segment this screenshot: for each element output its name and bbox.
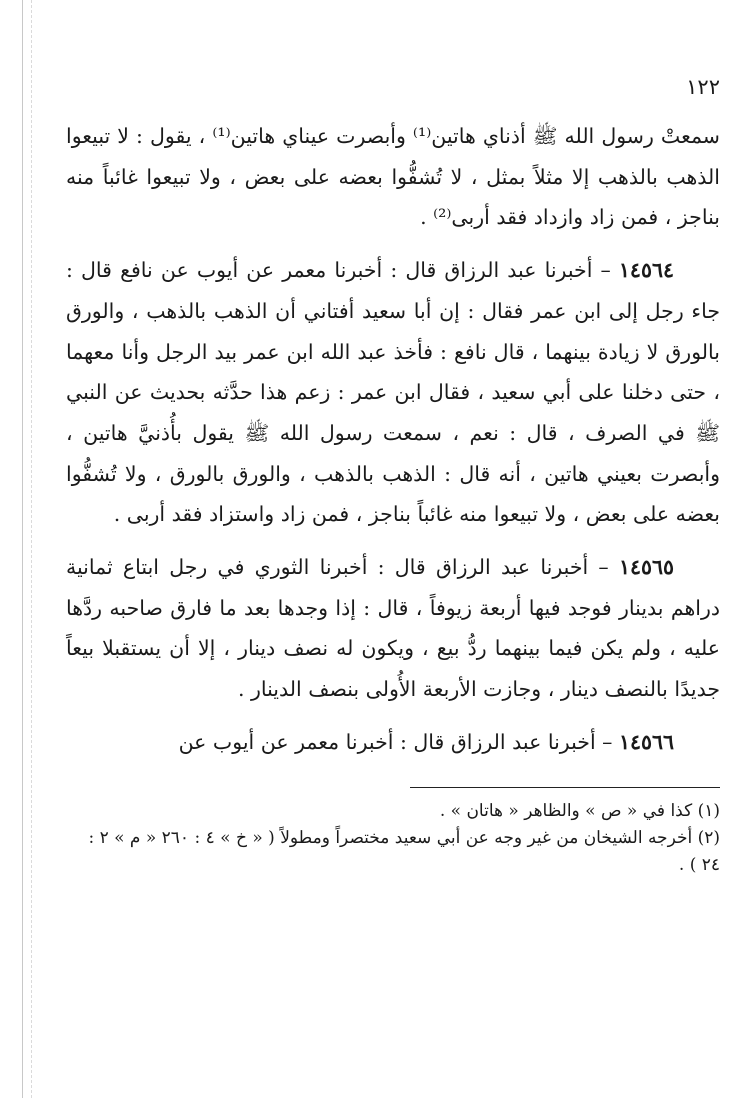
- hadith-continuation-paragraph: سمعتْ رسول الله ﷺ أذناي هاتين⁽¹⁾ وأبصرت عيناي هاتين⁽¹⁾ ، يقول : لا تبيعوا الذهب بالذهب إلا مثلاً بمثل ، لا تُشفُّوا بعضه على بعض ، ولا تبيعوا غائباً منه بناجز ، فمن زاد وازداد فقد أربى⁽²⁾ .: [66, 124, 720, 230]
- scan-margin-line-faint: [31, 0, 32, 1098]
- footnote-separator: [410, 787, 720, 788]
- scan-margin-line: [22, 0, 23, 1098]
- footnote-2: (٢) أخرجه الشيخان من غير وجه عن أبي سعيد مختصراً ومطولاً ( « خ » ٤ : ٢٦٠ « م » ٢ : ٢٤ ) .: [88, 827, 720, 875]
- footnote-1: (١) كذا في « ص » والظاهر « هاتان » .: [439, 800, 720, 821]
- hadith-14564: [66, 250, 720, 535]
- hadith-number: ١٤٥٦٤: [618, 258, 674, 283]
- hadith-number: ١٤٥٦٥: [618, 555, 674, 580]
- hadith-14565: [66, 547, 720, 710]
- hadith-text: – أخبرنا عبد الرزاق قال : أخبرنا الثوري في رجل ابتاع ثمانية دراهم بدينار فوجد فيها أربعة زيوفاً ، قال : إذا وجدها بعد ما فارق صاحبه ردَّها عليه ، ولم يكن فيما بينهما ردُّ بيع ، ويكون له نصف دينار ، إلا أن يستقبلا بيعاً جديدًا بالنصف دينار ، وجازت الأربعة الأُولى بنصف الدينار .: [66, 555, 720, 702]
- page-number: ١٢٢: [686, 75, 720, 99]
- hadith-text: – أخبرنا عبد الرزاق قال : أخبرنا معمر عن أيوب عن نافع قال : جاء رجل إلى ابن عمر فقال : إن أبا سعيد أفتاني أن الذهب بالذهب ، والورق بالورق لا زيادة بينهما ، قال نافع : فأخذ عبد الله ابن عمر بيد الرجل وأنا معهما ، حتى دخلنا على أبي سعيد ، فقال ابن عمر : زعم هذا حدَّثه بحديث عن النبي ﷺ في الصرف ، قال : نعم ، سمعت رسول الله ﷺ يقول بأُذنيَّ هاتين ، وأبصرت بعيني هاتين ، أنه قال : الذهب بالذهب ، والورق بالورق ، ولا تُشفُّوا بعضه على بعض ، ولا تبيعوا منه غائباً بناجز ، فمن زاد واستزاد فقد أربى .: [66, 258, 720, 527]
- hadith-14566: [66, 722, 720, 763]
- hadith-text: – أخبرنا عبد الرزاق قال : أخبرنا معمر عن أيوب عن: [178, 729, 613, 754]
- book-page: [66, 70, 720, 879]
- hadith-number: ١٤٥٦٦: [618, 729, 674, 754]
